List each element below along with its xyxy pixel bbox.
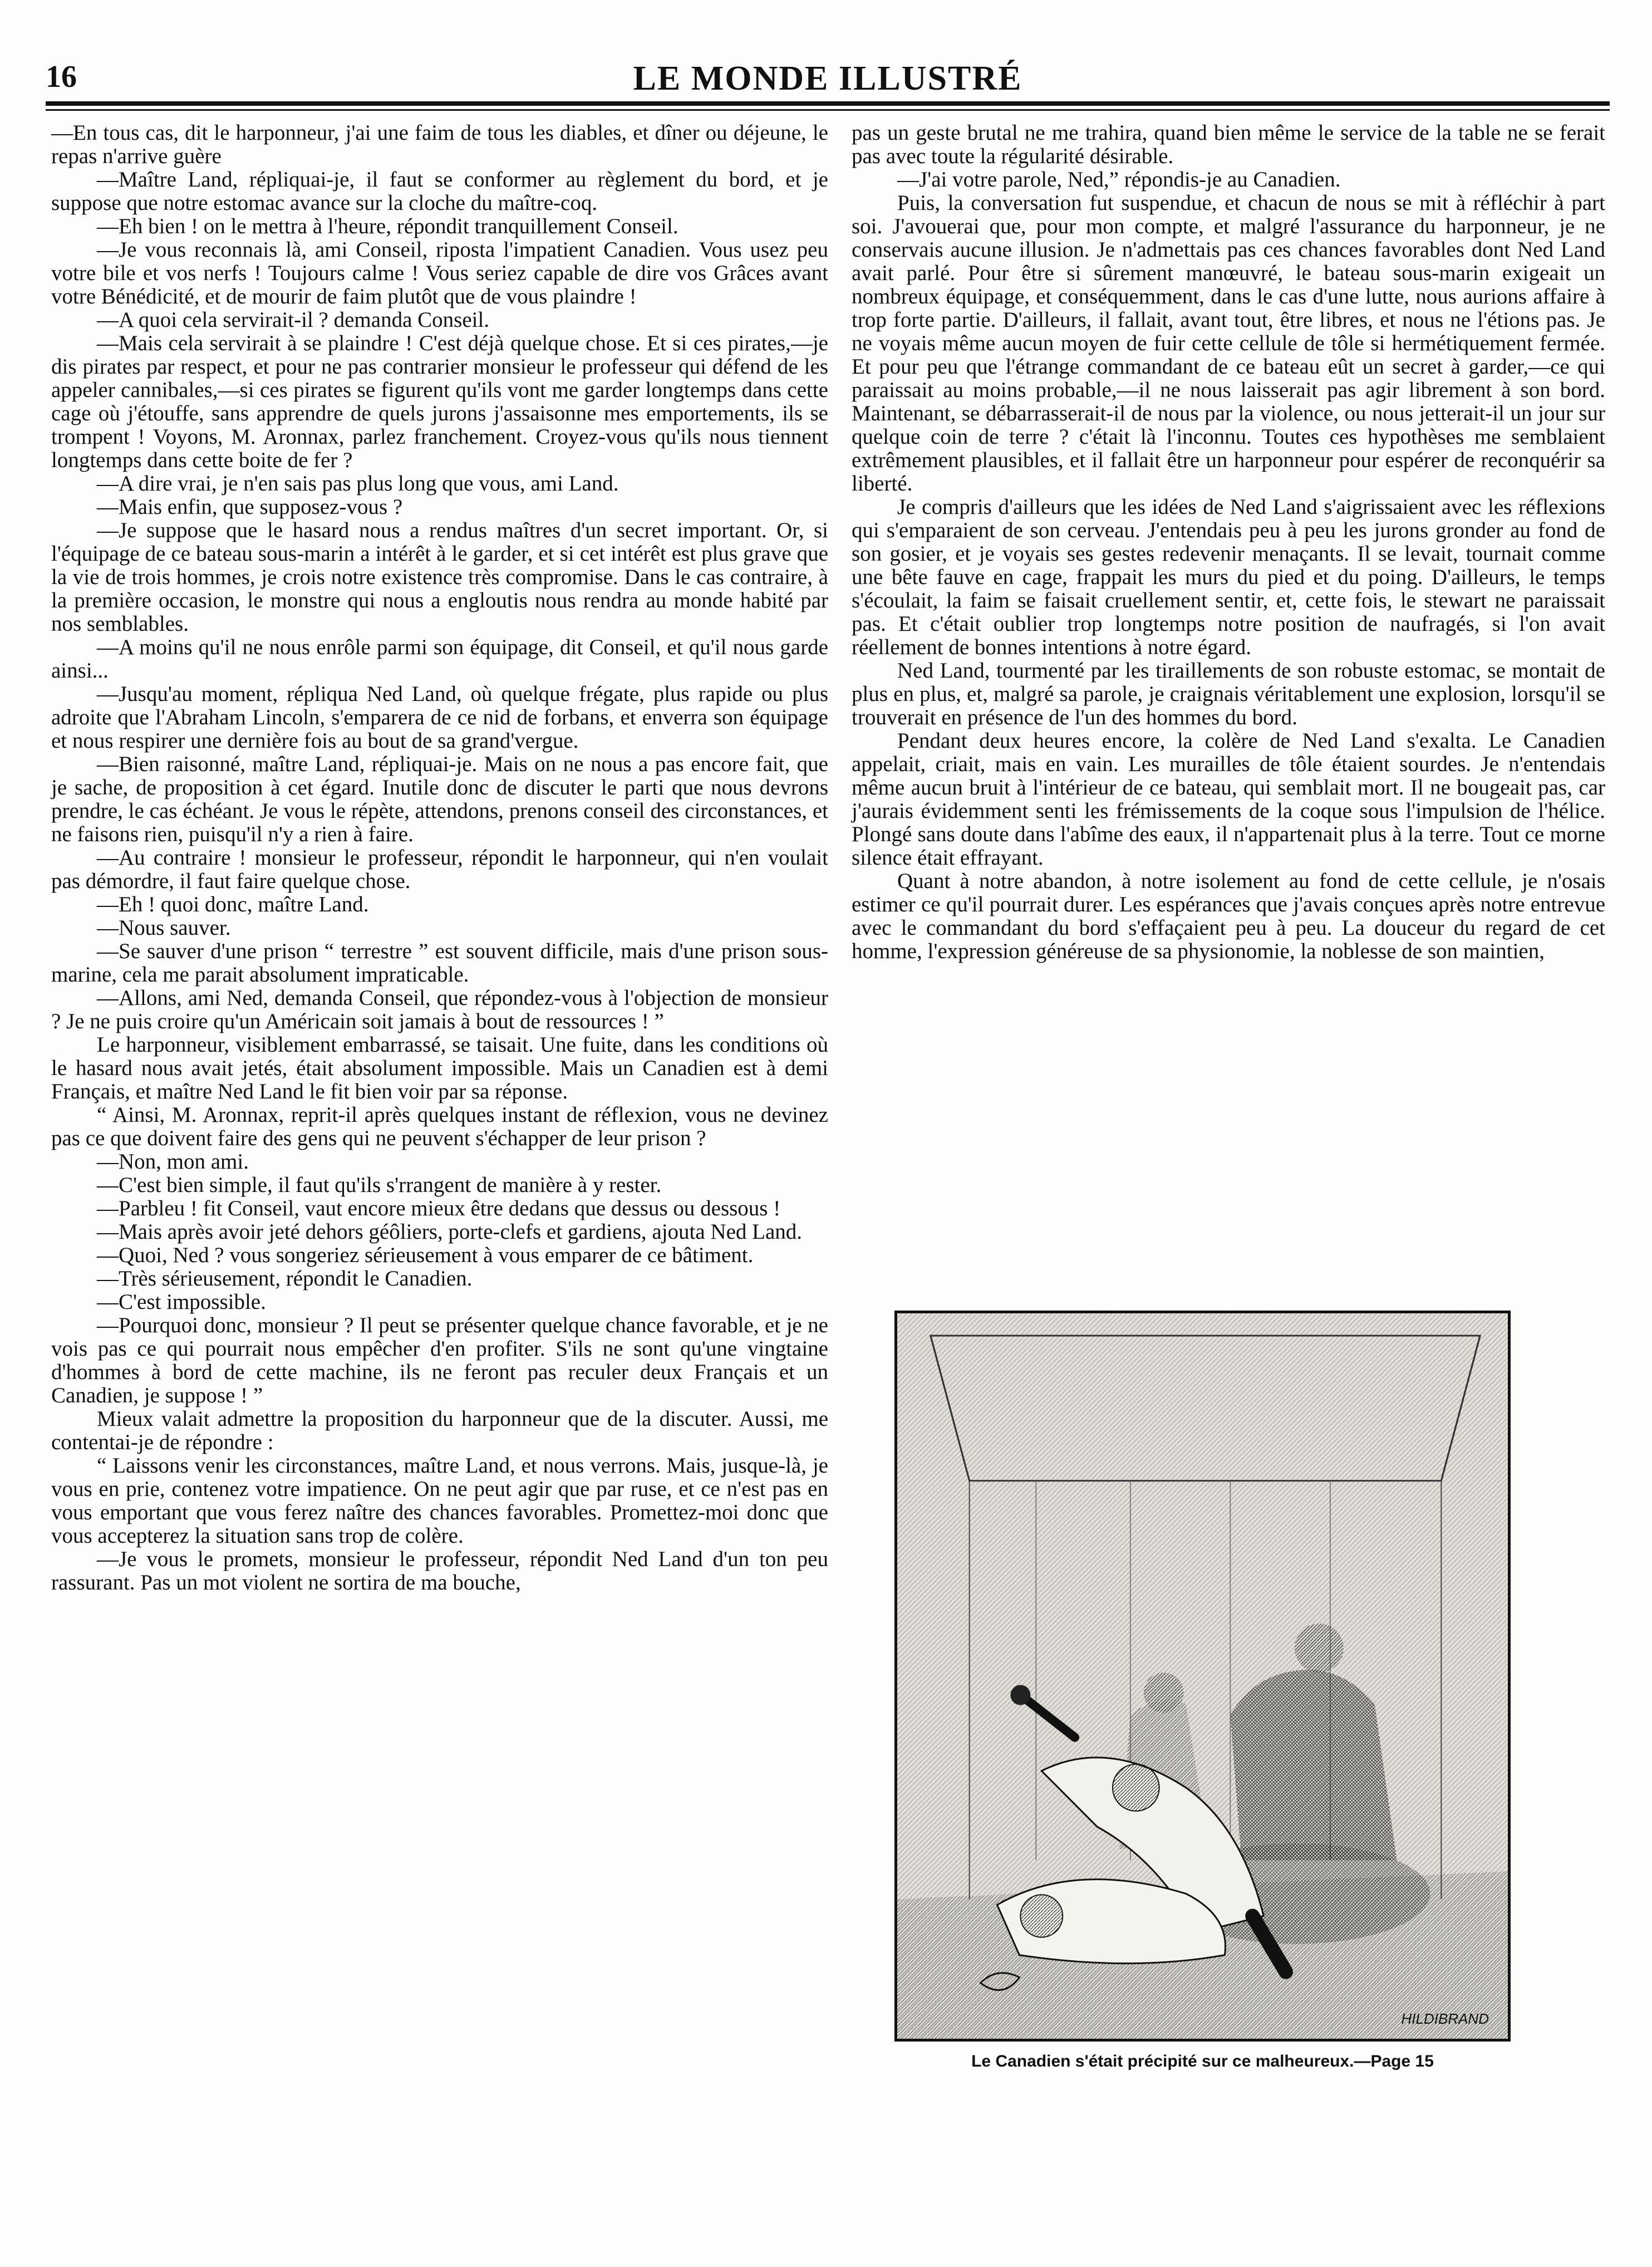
- header-rule-thin: [46, 109, 1610, 111]
- paragraph: —Nous sauver.: [97, 916, 231, 940]
- paragraph: “ Laissons venir les circonstances, maître Land, et nous verrons. Mais, jusque-là, je vous en prie, contenez votre impatience. On ne peut agir que par ruse, et ce n'est pas en vous emportant que vous ferez naître des chances favorables. Promettez-moi donc que vous accepterez la situation sans trop de colère.: [51, 1454, 828, 1548]
- paragraph: —A dire vrai, je n'en sais pas plus long que vous, ami Land.: [97, 472, 619, 495]
- paragraph: —Je vous reconnais là, ami Conseil, riposta l'impatient Canadien. Vous usez peu votre bile et vos nerfs ! Toujours calme ! Vous seriez capable de dire vos Grâces avant votre Bénédicité, et de mourir de faim plutôt que de vous plaindre !: [51, 238, 828, 308]
- page-header: [46, 53, 1610, 109]
- paragraph: —A quoi cela servirait-il ? demanda Conseil.: [97, 308, 490, 332]
- paragraph: —Mais enfin, que supposez-vous ?: [97, 495, 403, 519]
- paragraph: Je compris d'ailleurs que les idées de Ned Land s'aigrissaient avec les réflexions qui s'emparaient de son cerveau. J'entendais peu à peu les jurons gronder au fond de son gosier, et je voyais ses gestes redevenir menaçants. Il se levait, tournait comme une bête fauve en cage, frappait les murs du pied et du poing. D'ailleurs, le temps s'écoulait, la faim se faisait cruellement sentir, et, cette fois, le stewart ne paraissait pas. Et c'était oublier trop longtemps notre position de naufragés, si l'on avait réellement de bonnes intentions à notre égard.: [852, 495, 1605, 659]
- paragraph: Ned Land, tourmenté par les tiraillements de son robuste estomac, se montait de plus en plus, et, malgré sa parole, je craignais véritablement une explosion, lorsqu'il se trouverait en présence de l'un des hommes du bord.: [852, 659, 1605, 729]
- paragraph: —Bien raisonné, maître Land, répliquai-je. Mais on ne nous a pas encore fait, que je sache, de proposition à cet égard. Inutile donc de discuter le parti que nous devrons prendre, le cas échéant. Je vous le répète, attendons, prenons conseil des circonstances, et ne faisons rien, puisqu'il n'y a rien à faire.: [51, 752, 828, 846]
- paragraph: Quant à notre abandon, à notre isolement au fond de cette cellule, je n'osais estimer ce qu'il pourrait durer. Les espérances que j'avais conçues après notre entrevue avec le commandant du bord s'effaçaient peu à peu. La douceur du regard de cet homme, l'expression généreuse de sa physionomie, la noblesse de son maintien,: [852, 869, 1605, 963]
- journal-title: LE MONDE ILLUSTRÉ: [633, 60, 1022, 97]
- right-text-column: [852, 121, 1605, 1279]
- paragraph: —Au contraire ! monsieur le professeur, répondit le harponneur, qui n'en voulait pas démordre, il faut faire quelque chose.: [51, 846, 828, 893]
- paragraph: —Quoi, Ned ? vous songeriez sérieusement à vous emparer de ce bâtiment.: [97, 1243, 754, 1267]
- illustration-caption: Le Canadien s'était précipité sur ce malheureux.—Page 15: [971, 2052, 1434, 2070]
- paragraph: —C'est impossible.: [97, 1290, 266, 1314]
- engraving-illustration: [894, 1311, 1511, 2042]
- paragraph: —Parbleu ! fit Conseil, vaut encore mieux être dedans que dessus ou dessous !: [97, 1196, 781, 1220]
- paragraph: —Je suppose que le hasard nous a rendus maîtres d'un secret important. Or, si l'équipage de ce bateau sous-marin a intérêt à le garder, et si cet intérêt est plus grave que la vie de trois hommes, je crois notre existence très compromise. Dans le cas contraire, à la première occasion, le monstre qui nous a engloutis nous rendra au monde habité par nos semblables.: [51, 518, 828, 636]
- paragraph: —Pourquoi donc, monsieur ? Il peut se présenter quelque chance favorable, et je ne vois pas ce qui pourrait nous empêcher d'en profiter. S'ils ne sont qu'une vingtaine d'hommes à bord de cette machine, ils ne feront pas reculer deux Français et un Canadien, je suppose ! ”: [51, 1313, 828, 1407]
- paragraph: —Maître Land, répliquai-je, il faut se conformer au règlement du bord, et je suppose que notre estomac avance sur la cloche du maître-coq.: [51, 168, 828, 215]
- paragraph: pas un geste brutal ne me trahira, quand bien même le service de la table ne se ferait pas avec toute la régularité désirable.: [852, 121, 1605, 168]
- paragraph: —C'est bien simple, il faut qu'ils s'rrangent de manière à y rester.: [97, 1173, 662, 1197]
- left-text-column: [51, 121, 828, 2181]
- page-number: 16: [46, 60, 77, 94]
- paragraph: —Se sauver d'une prison “ terrestre ” est souvent difficile, mais d'une prison sous-marine, cela me parait absolument impraticable.: [51, 939, 828, 987]
- header-rule-thick: [46, 101, 1610, 106]
- paragraph: Le harponneur, visiblement embarrassé, se taisait. Une fuite, dans les conditions où le hasard nous avait jetés, était absolument impossible. Mais un Canadien est à demi Français, et maître Ned Land le fit bien voir par sa réponse.: [51, 1033, 828, 1103]
- paragraph: Puis, la conversation fut suspendue, et chacun de nous se mit à réfléchir à part soi. J'avouerai que, pour mon compte, et malgré l'assurance du harponneur, je ne conservais aucune illusion. Je n'admettais pas ces chances favorables dont Ned Land avait parlé. Pour être si sûrement manœuvré, le bateau sous-marin exigeait un nombreux équipage, et conséquemment, dans le cas d'une lutte, nous aurions affaire à trop forte partie. D'ailleurs, il fallait, avant tout, être libres, et nous ne l'étions pas. Je ne voyais même aucun moyen de fuir cette cellule de tôle si hermétiquement fermée. Et pour peu que l'étrange commandant de ce bateau eût un secret à garder,—ce qui paraissait au moins probable,—il ne nous laisserait pas agir librement à son bord. Maintenant, se débarrasserait-il de nous par la violence, ou nous jetterait-il un jour sur quelque coin de terre ? c'était là l'inconnu. Toutes ces hypothèses me semblaient extrêmement plausibles, et il fallait être un harponneur pour espérer de reconquérir sa liberté.: [852, 191, 1605, 495]
- paragraph: —Allons, ami Ned, demanda Conseil, que répondez-vous à l'objection de monsieur ? Je ne puis croire qu'un Américain soit jamais à bout de ressources ! ”: [51, 986, 828, 1033]
- paragraph: —Très sérieusement, répondit le Canadien.: [97, 1267, 473, 1290]
- paragraph: —Mais cela servirait à se plaindre ! C'est déjà quelque chose. Et si ces pirates,—je dis pirates par respect, et pour ne pas contrarier monsieur le professeur qui défend de les appeler cannibales,—si ces pirates se figurent qu'ils vont me garder longtemps dans cette cage où j'étouffe, sans apprendre de quels jurons j'assaisonne mes emportements, ils se trompent ! Voyons, M. Aronnax, parlez franchement. Croyez-vous qu'ils nous tiennent longtemps dans cette boite de fer ?: [51, 331, 828, 472]
- paragraph: —Eh ! quoi donc, maître Land.: [97, 892, 369, 916]
- paragraph: Pendant deux heures encore, la colère de Ned Land s'exalta. Le Canadien appelait, criait, mais en vain. Les murailles de tôle étaient sourdes. Je n'entendais même aucun bruit à l'intérieur de ce bateau, qui semblait mort. Il ne bougeait pas, car j'aurais évidemment senti les frémissements de la coque sous l'impulsion de l'hélice. Plongé sans doute dans l'abîme des eaux, il n'appartenait plus à la terre. Tout ce morne silence était effrayant.: [852, 729, 1605, 870]
- paragraph: “ Ainsi, M. Aronnax, reprit-il après quelques instant de réflexion, vous ne devinez pas ce que doivent faire des gens qui ne peuvent s'échapper de leur prison ?: [51, 1103, 828, 1150]
- artist-signature: HILDIBRAND: [1401, 2010, 1489, 2027]
- paragraph: —Jusqu'au moment, répliqua Ned Land, où quelque frégate, plus rapide ou plus adroite que l'Abraham Lincoln, s'emparera de ce nid de forbans, et enverra son équipage et nous respirer une dernière fois au bout de sa grand'vergue.: [51, 682, 828, 753]
- paragraph: —Je vous le promets, monsieur le professeur, répondit Ned Land d'un ton peu rassurant. Pas un mot violent ne sortira de ma bouche,: [51, 1547, 828, 1594]
- paragraph: —J'ai votre parole, Ned,” répondis-je au Canadien.: [897, 168, 1341, 192]
- paragraph: —Non, mon ami.: [97, 1150, 249, 1174]
- paragraph: —En tous cas, dit le harponneur, j'ai une faim de tous les diables, et dîner ou déjeune, le repas n'arrive guère: [51, 121, 828, 168]
- engraving-scene: [897, 1313, 1508, 2039]
- paragraph: —Eh bien ! on le mettra à l'heure, répondit tranquillement Conseil.: [97, 214, 678, 238]
- paragraph: Mieux valait admettre la proposition du harponneur que de la discuter. Aussi, me contentai-je de répondre :: [51, 1407, 828, 1454]
- paragraph: —Mais après avoir jeté dehors géôliers, porte-clefs et gardiens, ajouta Ned Land.: [97, 1220, 803, 1244]
- paragraph: —A moins qu'il ne nous enrôle parmi son équipage, dit Conseil, et qu'il nous garde ainsi...: [51, 635, 828, 683]
